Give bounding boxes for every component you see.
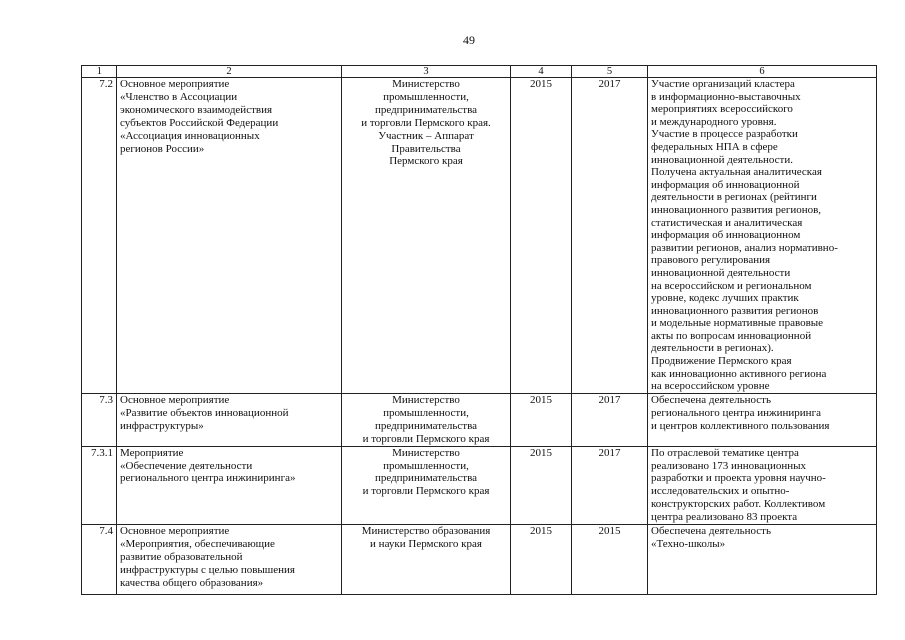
cell-text-line: Основное мероприятие xyxy=(120,394,230,406)
cell-text-line: реализовано 173 инновационных xyxy=(651,459,806,472)
column-number: 6 xyxy=(648,66,877,78)
cell-text-line: разработки и проекта уровня научно- xyxy=(651,472,826,485)
cell-text-line: правового регулирования xyxy=(651,254,771,267)
table-row xyxy=(82,525,877,595)
cell-text-line: инновационной деятельности xyxy=(651,266,791,279)
cell-text-line: Мероприятие xyxy=(120,446,184,459)
cell-text-line: инновационного развития регионов xyxy=(651,304,819,317)
cell-text-line: инновационного развития регионов, xyxy=(651,203,822,216)
cell-text-line: Министерство образования xyxy=(361,525,491,538)
row-number: 7.3.1 xyxy=(82,446,117,524)
end-year: 2017 xyxy=(572,78,648,394)
cell-text-line: и торговли Пермского края xyxy=(362,432,490,445)
cell-text-line: центра реализовано 83 проекта xyxy=(651,511,798,524)
activity-title-cell xyxy=(117,525,342,595)
cell-text-line: и торговли Пермского края xyxy=(362,485,490,498)
activity-title-cell xyxy=(117,446,342,524)
cell-text-line: «Техно-школы» xyxy=(651,537,726,550)
cell-text-line: предпринимательства xyxy=(374,472,478,485)
executor-cell xyxy=(342,394,511,447)
cell-text-line: исследовательских и опытно- xyxy=(651,485,790,498)
cell-text-line: и модельные нормативные правовые xyxy=(651,317,824,330)
column-number: 4 xyxy=(511,66,572,78)
column-number: 1 xyxy=(82,66,117,78)
column-number: 5 xyxy=(572,66,648,78)
cell-text-line: Участник – Аппарат xyxy=(378,129,474,142)
cell-text-line: «Мероприятия, обеспечивающие xyxy=(120,537,275,550)
cell-text-line: «Ассоциация инновационных xyxy=(120,129,260,142)
cell-text-line: регионального центра инжиниринга» xyxy=(120,472,296,485)
row-number: 7.2 xyxy=(82,78,117,394)
activity-title-cell xyxy=(117,394,342,447)
executor-cell xyxy=(342,525,511,595)
cell-text-line: субъектов Российской Федерации xyxy=(120,116,279,129)
cell-text-line: «Обеспечение деятельности xyxy=(120,459,253,472)
cell-text-line: развитии регионов, анализ нормативно- xyxy=(651,241,838,254)
table-row xyxy=(82,78,877,394)
column-number: 3 xyxy=(342,66,511,78)
cell-text-line: инфраструктуры» xyxy=(120,419,204,432)
cell-text-line: предпринимательства xyxy=(374,419,478,432)
cell-text-line: мероприятиях всероссийского xyxy=(651,103,793,116)
executor-cell xyxy=(342,78,511,394)
cell-text-line: на всероссийском уровне xyxy=(651,380,770,393)
table-row xyxy=(82,446,877,524)
start-year: 2015 xyxy=(511,78,572,394)
cell-text-line: статистическая и аналитическая xyxy=(651,216,803,229)
cell-text-line: «Членство в Ассоциации xyxy=(120,90,238,103)
cell-text-line: Обеспечена деятельность xyxy=(651,525,771,538)
cell-text-line: конструкторских работ. Коллективом xyxy=(651,498,826,511)
cell-text-line: инфраструктуры с целью повышения xyxy=(120,563,295,576)
start-year: 2015 xyxy=(511,394,572,447)
row-number: 7.3 xyxy=(82,394,117,447)
cell-text-line: и центров коллективного пользования xyxy=(651,419,830,432)
cell-text-line: инновационной деятельности. xyxy=(651,153,793,166)
cell-text-line: федеральных НПА в сфере xyxy=(651,140,778,153)
cell-text-line: Пермского края xyxy=(389,155,463,168)
end-year: 2015 xyxy=(572,525,648,595)
cell-text-line: качества общего образования» xyxy=(120,576,264,589)
cell-text-line: деятельности в регионах). xyxy=(651,342,774,355)
cell-text-line: на всероссийском и региональном xyxy=(651,279,812,292)
cell-text-line: Министерство xyxy=(392,394,460,406)
cell-text-line: как инновационно активного региона xyxy=(651,367,827,380)
cell-text-line: Участие организаций кластера xyxy=(651,78,795,90)
cell-text-line: уровне, кодекс лучших практик xyxy=(651,292,799,305)
cell-text-line: «Развитие объектов инновационной xyxy=(120,406,289,419)
start-year: 2015 xyxy=(511,525,572,595)
cell-text-line: По отраслевой тематике центра xyxy=(651,446,799,459)
end-year: 2017 xyxy=(572,394,648,447)
cell-text-line: Получена актуальная аналитическая xyxy=(651,166,822,179)
cell-text-line: промышленности, xyxy=(383,90,469,103)
cell-text-line: Основное мероприятие xyxy=(120,78,230,90)
cell-text-line: предпринимательства xyxy=(374,103,478,116)
page-number: 49 xyxy=(463,33,475,47)
cell-text-line: и торговли Пермского края. xyxy=(361,116,491,129)
activity-title-cell xyxy=(117,78,342,394)
cell-text-line: и международного уровня. xyxy=(651,115,777,128)
cell-text-line: Основное мероприятие xyxy=(120,525,230,538)
result-cell xyxy=(648,446,877,524)
cell-text-line: информация об инновационном xyxy=(651,229,801,242)
result-cell xyxy=(648,78,877,394)
end-year: 2017 xyxy=(572,446,648,524)
result-cell xyxy=(648,525,877,595)
cell-text-line: развитие образовательной xyxy=(120,550,243,563)
table-row xyxy=(82,394,877,447)
cell-text-line: акты по вопросам инновационной xyxy=(651,329,812,342)
cell-text-line: регионального центра инжиниринга xyxy=(651,406,821,419)
cell-text-line: Участие в процессе разработки xyxy=(651,128,798,141)
cell-text-line: Министерство xyxy=(392,446,460,459)
result-cell xyxy=(648,394,877,447)
activities-table xyxy=(81,65,877,595)
executor-cell xyxy=(342,446,511,524)
cell-text-line: Министерство xyxy=(392,78,460,90)
cell-text-line: деятельности в регионах (рейтинги xyxy=(651,191,817,204)
cell-text-line: регионов России» xyxy=(120,142,205,155)
cell-text-line: информация об инновационной xyxy=(651,178,800,191)
column-number: 2 xyxy=(117,66,342,78)
cell-text-line: и науки Пермского края xyxy=(370,537,482,550)
row-number: 7.4 xyxy=(82,525,117,595)
cell-text-line: промышленности, xyxy=(383,459,469,472)
cell-text-line: Обеспечена деятельность xyxy=(651,394,771,406)
cell-text-line: промышленности, xyxy=(383,406,469,419)
cell-text-line: экономического взаимодействия xyxy=(120,103,273,116)
cell-text-line: Продвижение Пермского края xyxy=(651,355,792,368)
column-number-row xyxy=(82,66,877,78)
cell-text-line: в информационно-выставочных xyxy=(651,90,801,103)
start-year: 2015 xyxy=(511,446,572,524)
cell-text-line: Правительства xyxy=(391,142,461,155)
